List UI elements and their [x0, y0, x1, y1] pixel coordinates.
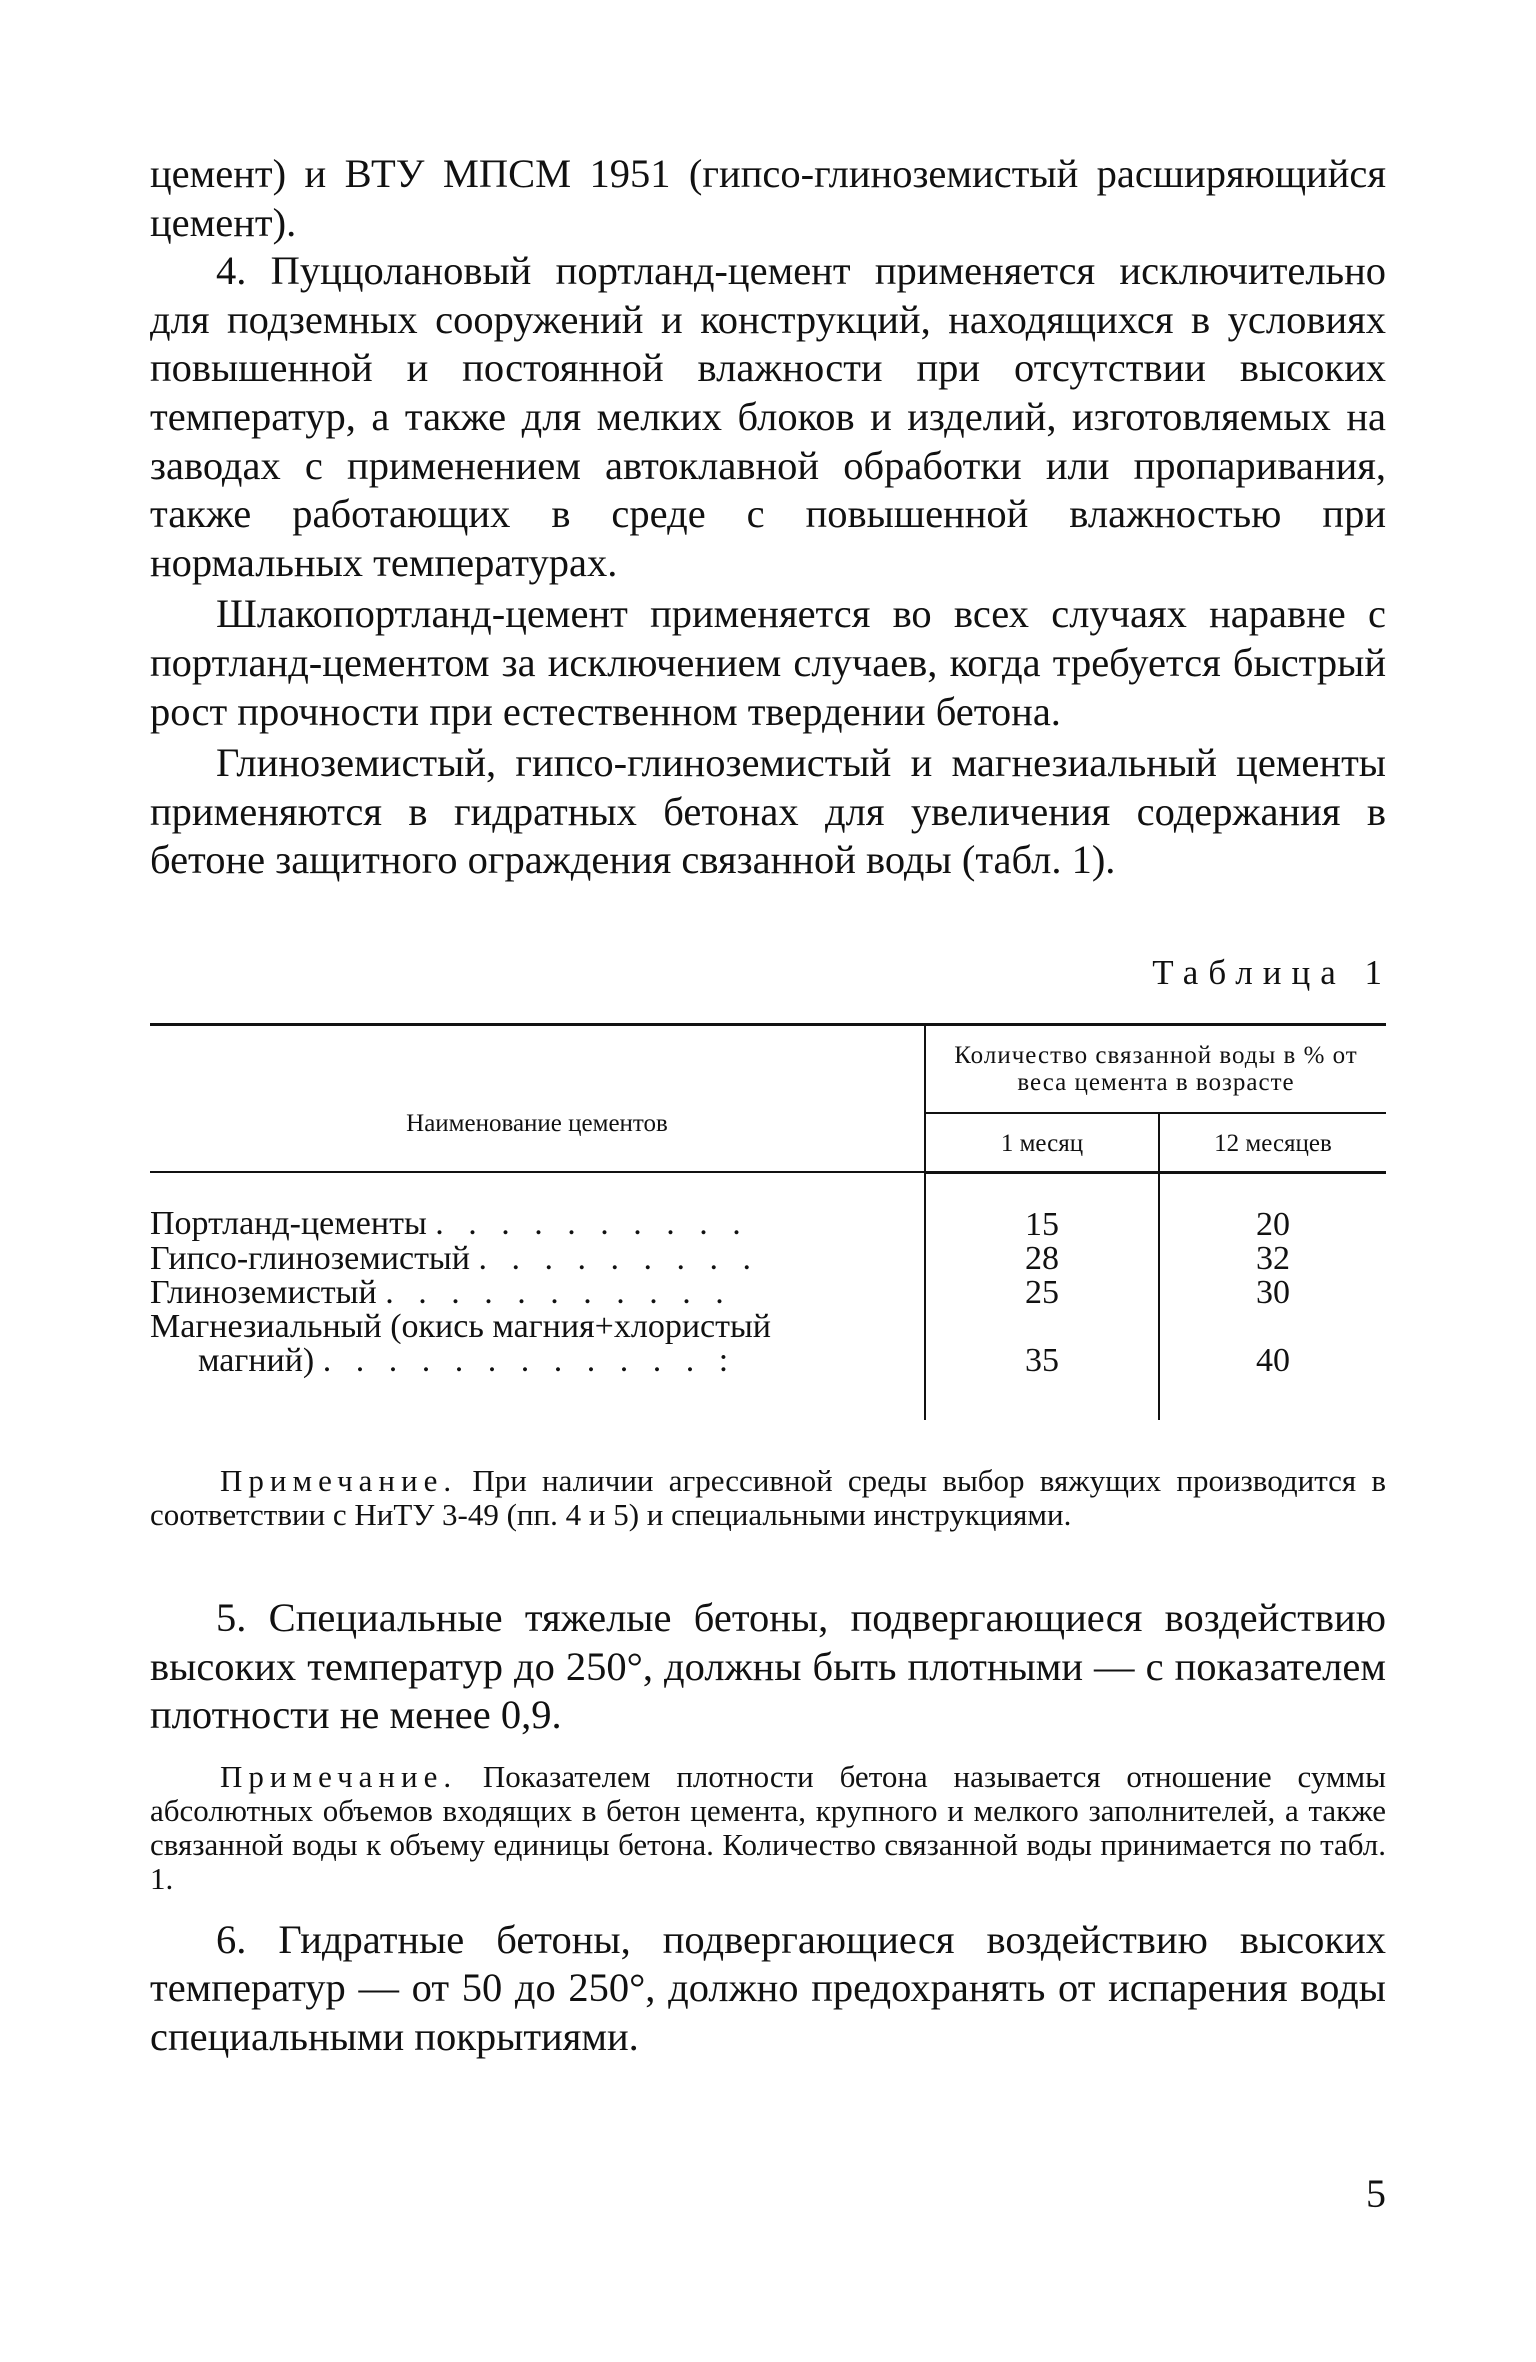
paragraph-5: 5. Специальные тяжелые бетоны, подвергающиеся воздействию высоких температур до 250°, должны быть плотными — с показателем плотности не менее 0,9. — [150, 1594, 1386, 1738]
row-value-12-months: 30 — [1256, 1273, 1290, 1311]
table-row — [150, 1172, 1386, 1242]
row-value-1-month: 25 — [925, 1276, 1159, 1310]
row-leader-dots: . . . . . . . . . . . — [385, 1275, 732, 1310]
row-name: Магнезиальный (окись магния+хлористый — [150, 1310, 925, 1344]
row-value-1-month: 15 — [925, 1172, 1159, 1242]
row-value-1-month: 28 — [925, 1242, 1159, 1276]
density-note — [150, 1760, 1386, 1896]
note-label: Примечание. — [220, 1758, 458, 1794]
table-row — [150, 1242, 1386, 1276]
note-text: При наличии агрессивной среды выбор вяжущих производится в соответствии с НиТУ 3-49 (пп. 4 и 5) и специальными инструкциями. — [150, 1462, 1386, 1532]
row-leader-dots: . . . . . . . . . . . . : — [322, 1343, 737, 1379]
row-leader-dots: . . . . . . . . . — [478, 1241, 759, 1276]
row-value-1-month: 35 — [925, 1344, 1159, 1420]
row-name-continued: магний) — [198, 1343, 315, 1379]
row-value-12-months: 32 — [1256, 1239, 1290, 1277]
table-row — [150, 1344, 1386, 1420]
row-name: Гипсо-глиноземистый — [150, 1241, 470, 1276]
header-1-month: 1 месяц — [925, 1113, 1159, 1173]
cement-water-table — [150, 1023, 1386, 1420]
paragraph-slag-cement: Шлакопортланд-цемент применяется во всех случаях наравне с портланд-цементом за исключением случаев, когда требуется быстрый рост прочности при естественном твердении бетона. — [150, 591, 1386, 734]
paragraph-6: 6. Гидратные бетоны, подвергающиеся воздействию высоких температур — от 50 до 250°, должно предохранять от испарения воды специальными покрытиями. — [150, 1916, 1386, 2059]
header-cement-name: Наименование цементов — [150, 1024, 925, 1172]
table-caption: Таблица 1 — [1152, 952, 1392, 992]
page-number: 5 — [1366, 2171, 1386, 2216]
row-value-12-months: 20 — [1256, 1205, 1290, 1243]
table-row — [150, 1276, 1386, 1310]
row-value-12-months: 40 — [1256, 1341, 1290, 1379]
note-text: Показателем плотности бетона называется отношение суммы абсолютных объемов входящих в бетон цемента, крупного и мелкого заполнителей, а также связанной воды к объему единицы бетона. Количество связанной воды принимается по табл. 1. — [150, 1758, 1386, 1896]
row-name: Портланд-цементы — [150, 1205, 427, 1242]
header-bound-water: Количество связанной воды в % от веса цемента в возрасте — [925, 1024, 1386, 1113]
table-note — [150, 1464, 1386, 1532]
row-leader-dots: . . . . . . . . . . — [435, 1205, 749, 1242]
header-12-months: 12 месяцев — [1159, 1113, 1386, 1173]
continued-paragraph: цемент) и ВТУ МПСМ 1951 (гипсо-глиноземистый расширяющийся цемент). — [150, 151, 1386, 245]
table-row — [150, 1310, 1386, 1344]
paragraph-4: 4. Пуццолановый портланд-цемент применяется исключительно для подземных сооружений и конструкций, находящихся в условиях повышенной и постоянной влажности при отсутствии высоких температур, а также для мелких блоков и изделий, изготовляемых на заводах с применением автоклавной обработки или пропаривания, также работающих в среде с повышенной влажностью при нормальных температурах. — [150, 248, 1386, 585]
note-label: Примечание. — [220, 1462, 458, 1498]
document-page — [150, 150, 1392, 2061]
row-name: Глиноземистый — [150, 1275, 377, 1310]
paragraph-alumina-cement: Глиноземистый, гипсо-глиноземистый и магнезиальный цементы применяются в гидратных бетонах для увеличения содержания в бетоне защитного ограждения связанной воды (табл. 1). — [150, 740, 1386, 883]
